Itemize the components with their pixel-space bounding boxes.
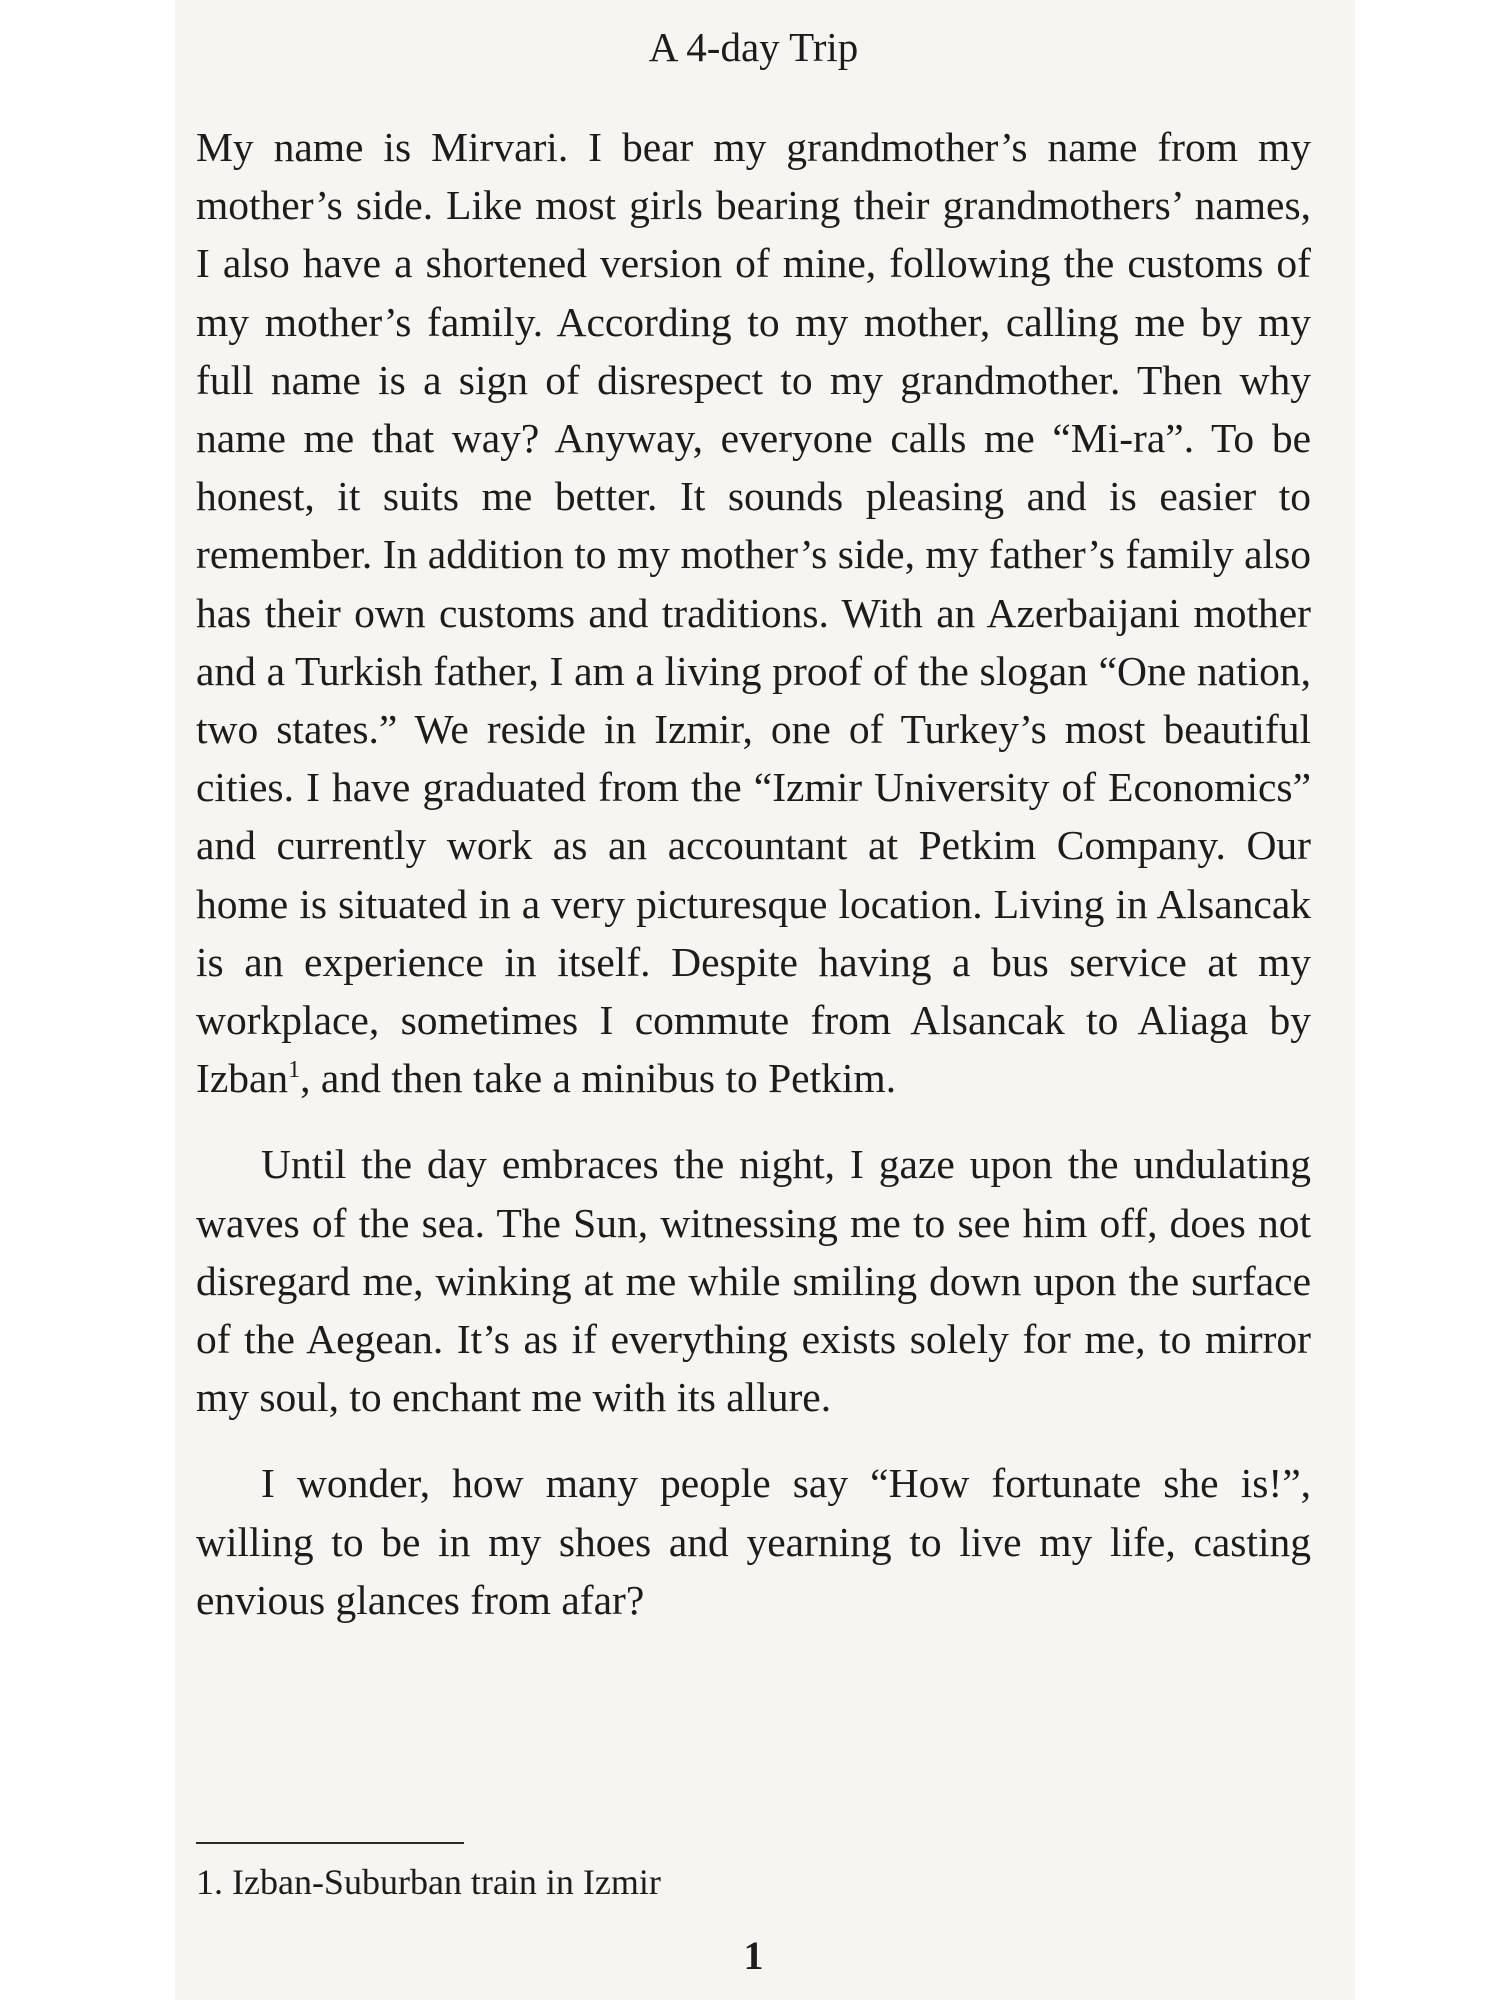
body-text: [196, 118, 1311, 1629]
page-number: 1: [743, 1933, 764, 1978]
paragraph-3: I wonder, how many people say “How fortunate she is!”, willing to be in my shoes and yearning to live my life, casting envious glances from afar?: [196, 1460, 1311, 1623]
footnote-number: 1.: [196, 1862, 223, 1902]
paragraph-2: Until the day embraces the night, I gaze upon the undulating waves of the sea. The Sun, witnessing me to see him off, does not disregard me, winking at me while smiling down upon the surface of the Aegean. It’s as if everything exists solely for me, to mirror my soul, to enchant me with its allure.: [196, 1141, 1311, 1421]
running-header: A 4-day Trip: [648, 24, 859, 70]
footnote-text: Izban-Suburban train in Izmir: [232, 1862, 661, 1902]
paragraph-1-text-end: , and then take a minibus to Petkim.: [300, 1055, 897, 1102]
footnote-marker: 1: [288, 1057, 301, 1084]
footnote: [196, 1860, 661, 1904]
paragraph-1-text: My name is Mirvari. I bear my grandmother’s name from my mother’s side. Like most girls bearing their grandmothers’ names, I also have a shortened version of mine, following the customs of my mother’s family. According to my mother, calling me by my full name is a sign of disrespect to my grandmother. Then why name me that way? Anyway, everyone calls me “Mi-ra”. To be honest, it suits me better. It sounds pleasing and is easier to remember. In addition to my mother’s side, my father’s family also has their own customs and traditions. With an Azerbaijani mother and a Turkish father, I am a living proof of the slogan “One nation, two states.” We reside in Izmir, one of Turkey’s most beautiful cities. I have graduated from the “Izmir University of Economics” and currently work as an accountant at Petkim Company. Our home is situated in a very picturesque location. Living in Alsancak is an experience in itself. Despite having a bus service at my workplace, sometimes I commute from Alsancak to Aliaga by Izban: [196, 124, 1311, 1102]
footnote-divider: [196, 1842, 464, 1844]
paragraph-1: [196, 118, 1311, 1107]
